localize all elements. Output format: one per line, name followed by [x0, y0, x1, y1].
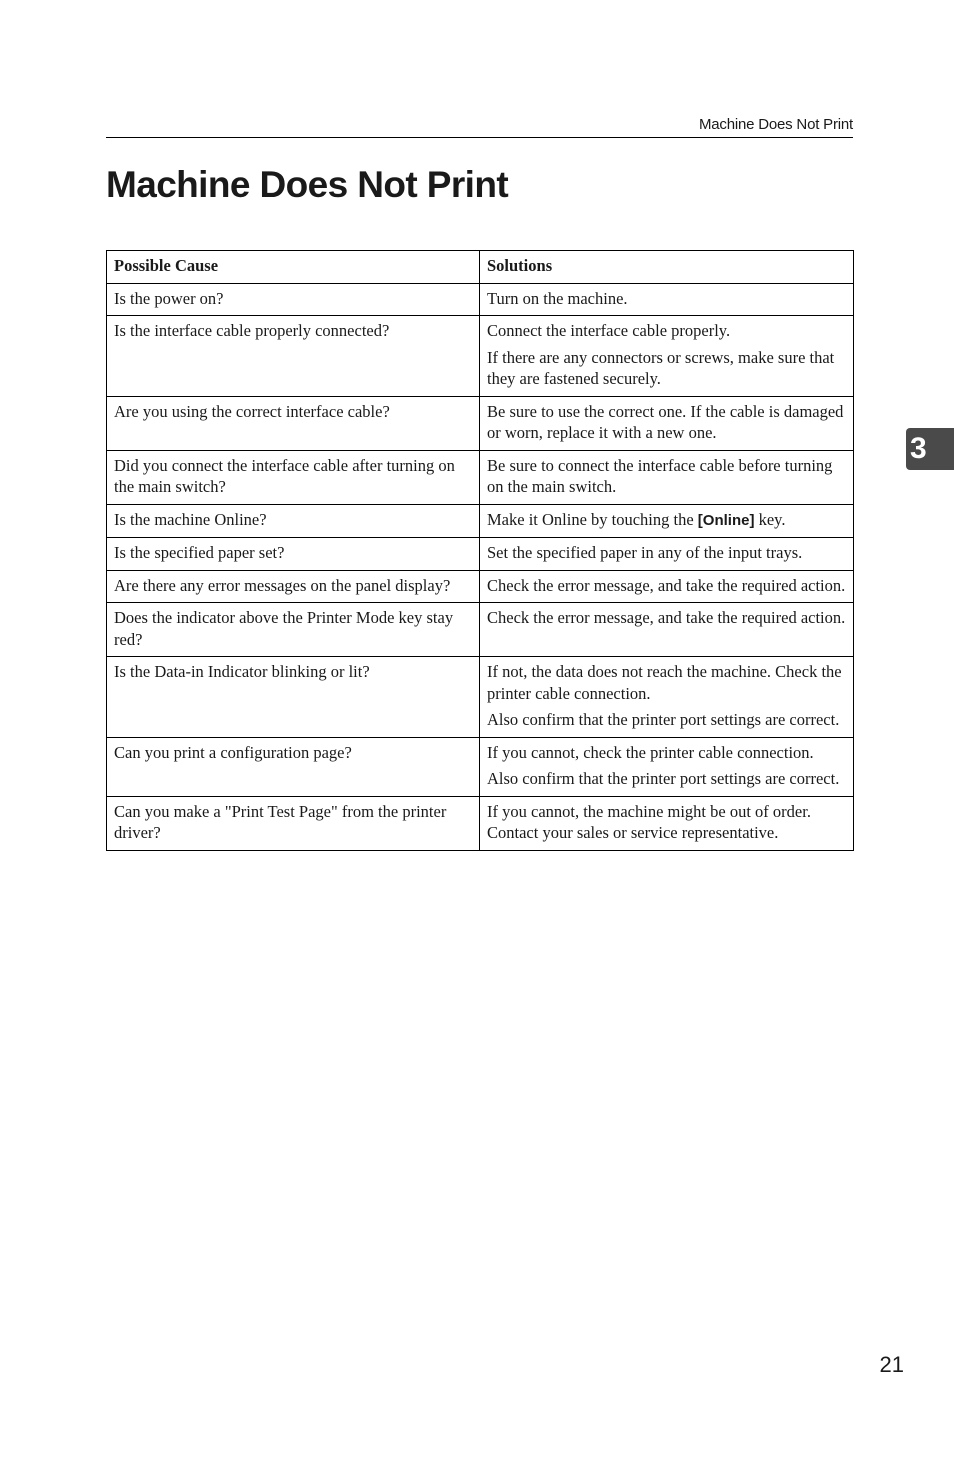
running-header: Machine Does Not Print — [106, 116, 853, 138]
table-row — [107, 504, 854, 538]
cause-cell: Is the Data-in Indicator blinking or lit? — [107, 657, 480, 738]
solution-text: If you cannot, check the printer cable connection. — [487, 742, 814, 762]
page-title: Machine Does Not Print — [106, 164, 509, 205]
cause-cell: Does the indicator above the Printer Mode key stay red? — [107, 603, 480, 657]
solution-suffix: key. — [754, 509, 786, 529]
table-row — [107, 657, 854, 738]
cause-cell: Is the power on? — [107, 283, 480, 316]
solution-text: Check the error message, and take the required action. — [487, 575, 846, 595]
table-row — [107, 570, 854, 603]
table-row — [107, 283, 854, 316]
solution-text: Also confirm that the printer port settings are correct. — [487, 710, 840, 729]
cause-cell: Did you connect the interface cable after turning on the main switch? — [107, 450, 480, 504]
solution-text: If you cannot, the machine might be out of order. Contact your sales or service representative. — [487, 801, 811, 842]
cause-cell: Are there any error messages on the panel display? — [107, 570, 480, 603]
table-row — [107, 603, 854, 657]
solution-text — [487, 509, 846, 532]
cause-cell: Is the machine Online? — [107, 504, 480, 538]
table-row — [107, 316, 854, 397]
solution-text: Be sure to connect the interface cable before turning on the main switch. — [487, 455, 833, 496]
solution-cell — [480, 450, 854, 504]
online-key-label: [Online] — [697, 511, 755, 529]
cause-cell: Can you print a configuration page? — [107, 737, 480, 796]
cause-cell: Can you make a "Print Test Page" from the printer driver? — [107, 796, 480, 850]
solution-cell — [480, 737, 854, 796]
troubleshooting-table — [106, 250, 854, 851]
solution-cell — [480, 396, 854, 450]
solution-cell — [480, 657, 854, 738]
page-number: 21 — [879, 1352, 904, 1377]
table-row — [107, 396, 854, 450]
column-header-cause: Possible Cause — [107, 251, 480, 284]
solution-text: Turn on the machine. — [487, 288, 628, 308]
solution-text: If there are any connectors or screws, make sure that they are fastened securely. — [487, 347, 835, 388]
column-header-solutions: Solutions — [480, 251, 854, 284]
cause-cell: Are you using the correct interface cable? — [107, 396, 480, 450]
table-header-row — [107, 251, 854, 284]
solution-cell — [480, 796, 854, 850]
solution-text: Also confirm that the printer port settings are correct. — [487, 769, 840, 788]
solution-cell — [480, 316, 854, 397]
solution-prefix: Make it Online by touching the — [487, 509, 698, 529]
cause-cell: Is the specified paper set? — [107, 538, 480, 571]
solution-text: Connect the interface cable properly. — [487, 321, 731, 340]
solution-text: Check the error message, and take the required action. — [487, 608, 846, 627]
chapter-tab: 3 — [906, 428, 954, 470]
table-row — [107, 538, 854, 571]
solution-cell — [480, 570, 854, 603]
solution-cell — [480, 283, 854, 316]
solution-text: If not, the data does not reach the machine. Check the printer cable connection. — [487, 662, 842, 703]
solution-cell — [480, 538, 854, 571]
solution-text: Be sure to use the correct one. If the cable is damaged or worn, replace it with a new one. — [487, 401, 844, 442]
solution-text: Set the specified paper in any of the input trays. — [487, 543, 803, 562]
table-row — [107, 737, 854, 796]
table-row — [107, 450, 854, 504]
cause-cell: Is the interface cable properly connected? — [107, 316, 480, 397]
solution-cell — [480, 504, 854, 538]
solution-cell — [480, 603, 854, 657]
table-row — [107, 796, 854, 850]
